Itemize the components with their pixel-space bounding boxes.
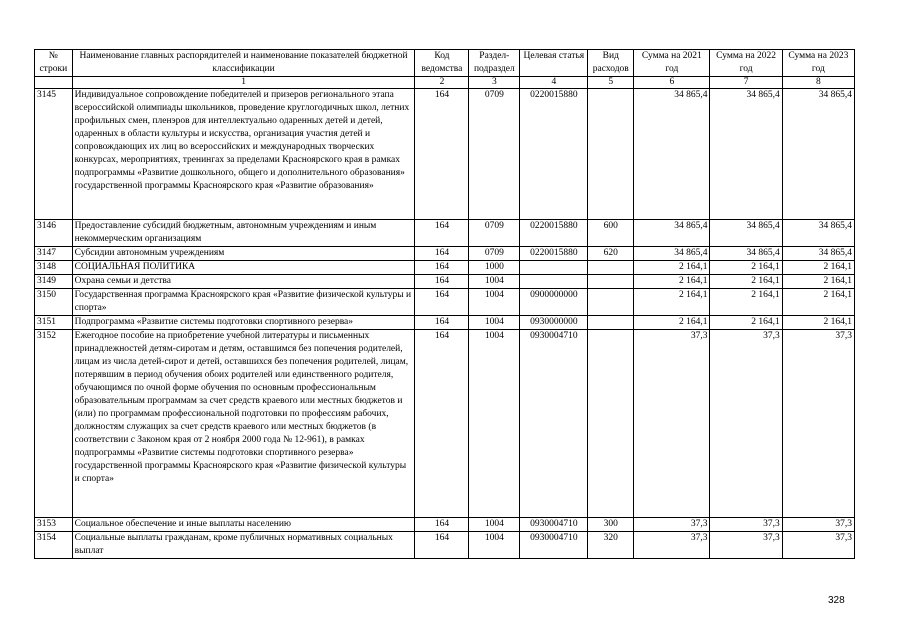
row-number: 3152 (35, 330, 73, 518)
row-number: 3149 (35, 275, 73, 289)
row-sum-2022: 37,3 (710, 532, 782, 559)
row-section: 1004 (469, 532, 520, 559)
col-number-5: 5 (588, 77, 634, 89)
row-sum-2022: 34 865,4 (710, 247, 782, 261)
table-row (35, 316, 855, 330)
table-row (35, 247, 855, 261)
row-sum-2021: 2 164,1 (634, 316, 710, 330)
row-number: 3154 (35, 532, 73, 559)
row-sum-2023: 34 865,4 (782, 220, 854, 247)
col-number-7: 7 (710, 77, 782, 89)
row-sum-2023: 2 164,1 (782, 275, 854, 289)
col-number-6: 6 (634, 77, 710, 89)
row-sum-2023: 34 865,4 (782, 247, 854, 261)
row-expense: 600 (588, 220, 634, 247)
row-dept: 164 (415, 289, 469, 316)
table-row (35, 330, 855, 518)
row-name: Предоставление субсидий бюджетным, автономным учреждениям и иным некоммерческим организациям (72, 220, 415, 247)
row-sum-2023: 37,3 (782, 518, 854, 532)
row-section: 1000 (469, 261, 520, 275)
row-section: 0709 (469, 247, 520, 261)
row-dept: 164 (415, 275, 469, 289)
header-expense: Вид расходов (588, 50, 634, 77)
budget-table (34, 49, 855, 559)
row-sum-2023: 37,3 (782, 330, 854, 518)
row-sum-2023: 37,3 (782, 532, 854, 559)
row-name: Индивидуальное сопровождение победителей и призеров регионального этапа всероссийской олимпиады школьников, проведение круглогодичных школ, летних профильных смен, пленэров для интеллектуально одаренных детей и детей, одаренных в области культуры и искусства, организация участия детей и сопровождающих их лиц во всероссийских и международных творческих конкурсах, мероприятиях, тренингах за пределами Красноярского края в рамках подпрограммы «Развитие дошкольного, общего и дополнительного образования» государственной программы Красноярского края «Развитие образования» (72, 89, 415, 220)
row-name: СОЦИАЛЬНАЯ ПОЛИТИКА (72, 261, 415, 275)
table-row (35, 261, 855, 275)
col-number-3: 3 (469, 77, 520, 89)
row-dept: 164 (415, 220, 469, 247)
row-target: 0220015880 (520, 89, 588, 220)
row-dept: 164 (415, 89, 469, 220)
row-section: 1004 (469, 275, 520, 289)
col-number-1: 1 (72, 77, 415, 89)
row-target: 0930004710 (520, 532, 588, 559)
row-name: Подпрограмма «Развитие системы подготовки спортивного резерва» (72, 316, 415, 330)
row-expense: 620 (588, 247, 634, 261)
row-expense (588, 289, 634, 316)
row-expense: 320 (588, 532, 634, 559)
header-section: Раздел-подраздел (469, 50, 520, 77)
row-sum-2021: 37,3 (634, 532, 710, 559)
row-dept: 164 (415, 247, 469, 261)
table-row (35, 532, 855, 559)
row-target: 0220015880 (520, 247, 588, 261)
row-name: Государственная программа Красноярского края «Развитие физической культуры и спорта» (72, 289, 415, 316)
row-sum-2022: 2 164,1 (710, 261, 782, 275)
row-sum-2021: 34 865,4 (634, 247, 710, 261)
row-section: 1004 (469, 316, 520, 330)
row-sum-2022: 37,3 (710, 518, 782, 532)
row-dept: 164 (415, 532, 469, 559)
row-target: 0220015880 (520, 220, 588, 247)
col-number-8: 8 (782, 77, 854, 89)
row-target: 0930000000 (520, 316, 588, 330)
row-name: Социальное обеспечение и иные выплаты населению (72, 518, 415, 532)
table-row (35, 289, 855, 316)
row-number: 3145 (35, 89, 73, 220)
col-number-2: 2 (415, 77, 469, 89)
row-number: 3150 (35, 289, 73, 316)
row-sum-2021: 2 164,1 (634, 261, 710, 275)
row-sum-2021: 37,3 (634, 330, 710, 518)
table-row (35, 518, 855, 532)
row-expense (588, 316, 634, 330)
row-sum-2022: 37,3 (710, 330, 782, 518)
page-number: 328 (828, 595, 845, 606)
row-target: 0930004710 (520, 518, 588, 532)
col-number-0 (35, 77, 73, 89)
row-dept: 164 (415, 316, 469, 330)
row-sum-2023: 34 865,4 (782, 89, 854, 220)
header-sum-2023: Сумма на 2023 год (782, 50, 854, 77)
row-sum-2022: 34 865,4 (710, 220, 782, 247)
row-expense (588, 261, 634, 275)
row-number: 3147 (35, 247, 73, 261)
row-sum-2022: 2 164,1 (710, 289, 782, 316)
table-row (35, 220, 855, 247)
row-dept: 164 (415, 518, 469, 532)
header-name: Наименование главных распорядителей и наименование показателей бюджетной классификации (72, 50, 415, 77)
row-sum-2021: 37,3 (634, 518, 710, 532)
col-number-4: 4 (520, 77, 588, 89)
row-dept: 164 (415, 261, 469, 275)
header-sum-2021: Сумма на 2021 год (634, 50, 710, 77)
row-expense (588, 330, 634, 518)
row-section: 0709 (469, 89, 520, 220)
row-section: 1004 (469, 289, 520, 316)
row-name: Охрана семьи и детства (72, 275, 415, 289)
row-section: 1004 (469, 518, 520, 532)
header-row-no: № строки (35, 50, 73, 77)
header-row (35, 50, 855, 77)
row-number: 3146 (35, 220, 73, 247)
table-row (35, 89, 855, 220)
row-sum-2021: 34 865,4 (634, 220, 710, 247)
header-sum-2022: Сумма на 2022 год (710, 50, 782, 77)
row-sum-2023: 2 164,1 (782, 289, 854, 316)
row-expense (588, 275, 634, 289)
row-expense: 300 (588, 518, 634, 532)
table-row (35, 275, 855, 289)
row-name: Ежегодное пособие на приобретение учебной литературы и письменных принадлежностей детям-сиротам и детям, оставшимся без попечения родителей, лицам из числа детей-сирот и детей, оставшихся без попечения родителей, лицам, потерявшим в период обучения обоих родителей или единственного родителя, обучающимся по очной форме обучения по основным профессиональным образовательным программам за счет средств краевого или местных бюджетов и (или) по программам профессиональной подготовки по профессиям рабочих, должностям служащих за счет средств краевого или местных бюджетов (в соответствии с Законом края от 2 ноября 2000 года № 12-961), в рамках подпрограммы «Развитие системы подготовки спортивного резерва» государственной программы Красноярского края «Развитие физической культуры и спорта» (72, 330, 415, 518)
row-section: 1004 (469, 330, 520, 518)
row-number: 3148 (35, 261, 73, 275)
row-name: Социальные выплаты гражданам, кроме публичных нормативных социальных выплат (72, 532, 415, 559)
row-target: 0900000000 (520, 289, 588, 316)
row-sum-2021: 2 164,1 (634, 289, 710, 316)
row-sum-2022: 2 164,1 (710, 316, 782, 330)
row-sum-2022: 34 865,4 (710, 89, 782, 220)
row-sum-2021: 2 164,1 (634, 275, 710, 289)
row-target (520, 275, 588, 289)
row-number: 3151 (35, 316, 73, 330)
row-target: 0930004710 (520, 330, 588, 518)
header-dept: Код ведомства (415, 50, 469, 77)
row-name: Субсидии автономным учреждениям (72, 247, 415, 261)
row-expense (588, 89, 634, 220)
row-sum-2023: 2 164,1 (782, 316, 854, 330)
row-sum-2022: 2 164,1 (710, 275, 782, 289)
row-sum-2021: 34 865,4 (634, 89, 710, 220)
column-number-row (35, 77, 855, 89)
row-dept: 164 (415, 330, 469, 518)
header-target: Целевая статья (520, 50, 588, 77)
row-number: 3153 (35, 518, 73, 532)
row-sum-2023: 2 164,1 (782, 261, 854, 275)
row-target (520, 261, 588, 275)
row-section: 0709 (469, 220, 520, 247)
